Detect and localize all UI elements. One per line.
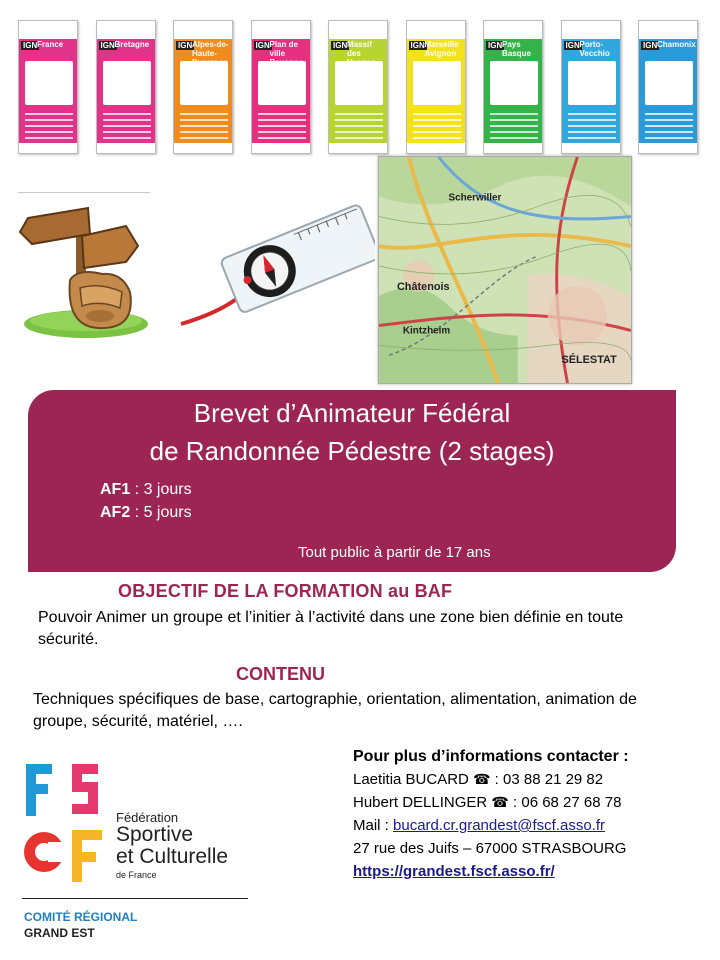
objectif-heading: OBJECTIF DE LA FORMATION au BAF <box>118 581 453 601</box>
map-cover <box>96 20 156 154</box>
contact-mail <box>353 814 703 837</box>
person-name: Hubert DELLINGER <box>353 794 488 811</box>
map-title: Massif des <box>347 40 372 58</box>
audience-text: Tout public à partir de 17 ans <box>298 544 491 561</box>
contenu-heading: CONTENU <box>236 664 325 684</box>
phone-number: : 06 68 27 68 78 <box>508 794 622 811</box>
region-label: GRAND EST <box>24 926 95 940</box>
map-title: Porto-Vecchio <box>579 40 610 58</box>
person-name: Laetitia BUCARD <box>353 771 469 788</box>
map-title: Chamonix <box>657 40 696 49</box>
map-town-label: Kintzheim <box>402 325 451 337</box>
map-cover <box>406 20 466 154</box>
title-banner <box>28 390 676 572</box>
objectif-text: Pouvoir Animer un groupe et l’initier à l’activité dans une zone bien définie en toute sécurité. <box>38 609 624 648</box>
compass-icon <box>175 196 375 346</box>
fscf-emblem-icon <box>22 758 112 888</box>
thin-divider <box>18 192 150 193</box>
website-link[interactable]: https://grandest.fscf.asso.fr/ <box>353 863 555 880</box>
af2-code: AF2 <box>100 504 131 521</box>
phone-number: : 03 88 21 29 82 <box>490 771 604 788</box>
af1-code: AF1 <box>100 481 131 498</box>
contact-person-2 <box>353 791 703 814</box>
map-cover <box>18 20 78 154</box>
logo-line-de-france: de France <box>116 870 157 880</box>
ign-logo: IGN <box>643 41 658 50</box>
phone-icon: ☎ <box>473 771 491 787</box>
map-cover <box>561 20 621 154</box>
signpost-backpack-icon <box>18 196 168 346</box>
af1-duration: : 3 jours <box>130 481 192 498</box>
logo-line-sportive: Sportive <box>116 823 194 846</box>
af2-duration: : 5 jours <box>130 504 192 521</box>
map-title: Alpes-de-Haute- <box>192 40 229 58</box>
map-cover <box>638 20 698 154</box>
banner-title-line1: Brevet d’Animateur Fédéral <box>193 398 511 428</box>
ign-logo: IGN <box>333 41 348 50</box>
af2-line <box>100 503 192 523</box>
map-title: Plan de ville <box>269 40 298 58</box>
committee-label: COMITÉ RÉGIONAL <box>24 910 138 924</box>
logo-line-culturelle: et Culturelle <box>116 845 229 868</box>
ign-logo: IGN <box>410 41 425 50</box>
ign-logo: IGN <box>255 41 270 50</box>
map-town-label: Châtenois <box>396 280 450 293</box>
ign-logo: IGN <box>565 41 580 50</box>
ign-logo: IGN <box>488 41 503 50</box>
map-cover <box>251 20 311 154</box>
contact-block <box>353 745 703 883</box>
map-cover <box>483 20 543 154</box>
map-town-label: Scherwiller <box>448 192 502 204</box>
banner-title-line2: de Randonnée Pédestre (2 stages) <box>149 436 555 466</box>
map-cover <box>173 20 233 154</box>
contact-address: 27 rue des Juifs – 67000 STRASBOURG <box>353 840 627 857</box>
ign-logo: IGN <box>23 41 38 50</box>
topographic-map-image <box>378 156 632 384</box>
ign-logo: IGN <box>100 41 115 50</box>
map-title: France <box>37 40 64 49</box>
contact-heading: Pour plus d’informations contacter : <box>353 748 629 765</box>
phone-icon: ☎ <box>491 794 509 810</box>
af1-line <box>100 480 192 500</box>
contact-person-1 <box>353 768 703 791</box>
logo-divider <box>22 898 248 899</box>
mail-label: Mail : <box>353 817 394 834</box>
ign-logo: IGN <box>178 41 193 50</box>
map-cover <box>328 20 388 154</box>
map-title: Bretagne <box>114 40 150 49</box>
map-title: Marseille Avignon <box>424 40 459 58</box>
map-town-label: SÉLESTAT <box>561 354 617 367</box>
fscf-logo <box>22 758 252 948</box>
map-covers-row <box>18 20 698 154</box>
map-title: Pays Basque <box>502 40 531 58</box>
logo-line-federation: Fédération <box>116 810 179 825</box>
email-link[interactable]: bucard.cr.grandest@fscf.asso.fr <box>393 817 606 834</box>
contenu-text: Techniques spécifiques de base, cartographie, orientation, alimentation, animation de groupe, sécurité, matériel, …. <box>33 691 637 730</box>
